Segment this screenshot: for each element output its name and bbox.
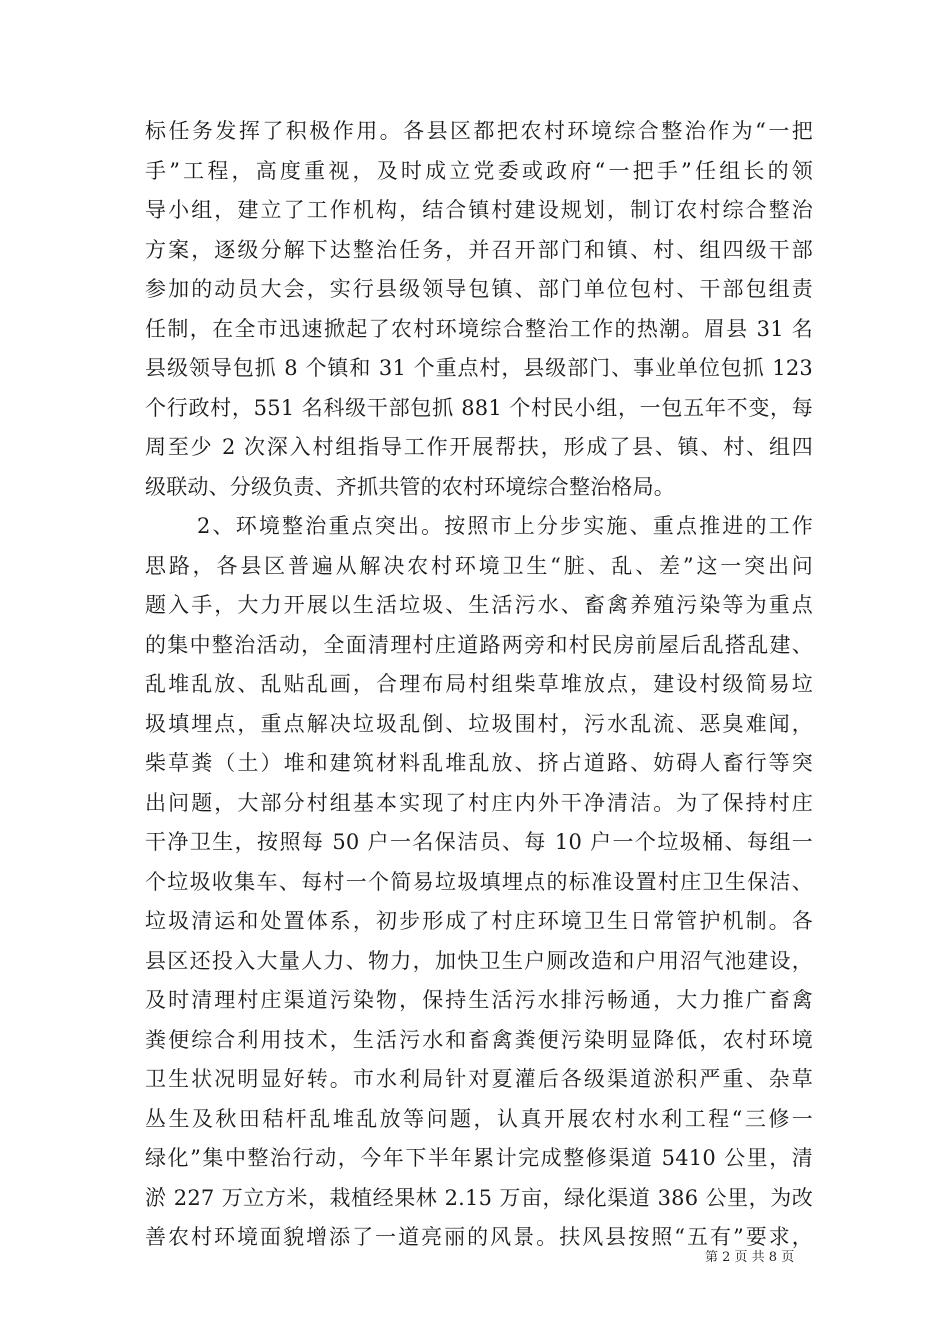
text-line: 善农村环境面貌增添了一道亮丽的风景。扶风县按照“五有”要求，: [145, 1225, 813, 1249]
text-line: 出问题，大部分村组基本实现了村庄内外干净清洁。为了保持村庄: [145, 790, 813, 815]
text-line: 绿化”集中整治行动，今年下半年累计完成整修渠道 5410 公里，清: [145, 1146, 813, 1170]
text-line: 丛生及秋田秸杆乱堆乱放等问题，认真开展农村水利工程“三修一: [145, 1106, 813, 1131]
text-line: 题入手，大力开展以生活垃圾、生活污水、畜禽养殖污染等为重点: [145, 593, 813, 617]
text-line: 粪便综合利用技术，生活污水和畜禽粪便污染明显降低，农村环境: [145, 1027, 813, 1052]
text-line: 参加的动员大会，实行县级领导包镇、部门单位包村、干部包组责: [145, 277, 813, 301]
text-line: 垃圾清运和处置体系，初步形成了村庄环境卫生日常管护机制。各: [145, 909, 813, 933]
text-line: 手”工程，高度重视，及时成立党委或政府“一把手”任组长的领: [145, 158, 813, 183]
body-text: [145, 112, 813, 1258]
text-line: 个行政村，551 名科级干部包抓 881 个村民小组，一包五年不变，每: [145, 395, 813, 420]
page-number-footer: 第 2 页 共 8 页: [705, 1250, 795, 1265]
text-line: 思路，各县区普遍从解决农村环境卫生“脏、乱、差”这一突出问: [145, 553, 813, 578]
text-line: 柴草粪（土）堆和建筑材料乱堆乱放、挤占道路、妨碍人畜行等突: [145, 751, 813, 775]
text-line: 个垃圾收集车、每村一个简易垃圾填埋点的标准设置村庄卫生保洁、: [145, 869, 813, 894]
text-line: 导小组，建立了工作机构，结合镇村建设规划，制订农村综合整治: [145, 198, 813, 222]
text-line: 标任务发挥了积极作用。各县区都把农村环境综合整治作为“一把: [145, 119, 813, 143]
text-line: 县级领导包抓 8 个镇和 31 个重点村，县级部门、事业单位包抓 123: [145, 356, 813, 380]
paragraph-end-line: 级联动、分级负责、齐抓共管的农村环境综合整治格局。: [145, 474, 675, 499]
text-line: 干净卫生，按照每 50 户一名保洁员、每 10 户一个垃圾桶、每组一: [145, 830, 813, 854]
text-line: 任制，在全市迅速掀起了农村环境综合整治工作的热潮。眉县 31 名: [145, 316, 813, 341]
text-line: 周至少 2 次深入村组指导工作开展帮扶，形成了县、镇、村、组四: [145, 435, 813, 459]
section-heading-line: 2、环境整治重点突出。按照市上分步实施、重点推进的工作: [197, 514, 813, 538]
text-line: 圾填埋点，重点解决垃圾乱倒、垃圾围村，污水乱流、恶臭难闻，: [145, 711, 813, 736]
text-line: 淤 227 万立方米，栽植经果林 2.15 万亩，绿化渠道 386 公里，为改: [145, 1185, 813, 1210]
text-line: 乱堆乱放、乱贴乱画，合理布局村组柴草堆放点，建设村级简易垃: [145, 672, 813, 696]
text-line: 卫生状况明显好转。市水利局针对夏灌后各级渠道淤积严重、杂草: [145, 1067, 813, 1091]
text-line: 县区还投入大量人力、物力，加快卫生户厕改造和户用沼气池建设，: [145, 948, 813, 973]
text-line: 及时清理村庄渠道污染物，保持生活污水排污畅通，大力推广畜禽: [145, 988, 813, 1012]
text-line: 方案，逐级分解下达整治任务，并召开部门和镇、村、组四级干部: [145, 237, 813, 262]
text-line: 的集中整治活动，全面清理村庄道路两旁和村民房前屋后乱搭乱建、: [145, 632, 813, 657]
